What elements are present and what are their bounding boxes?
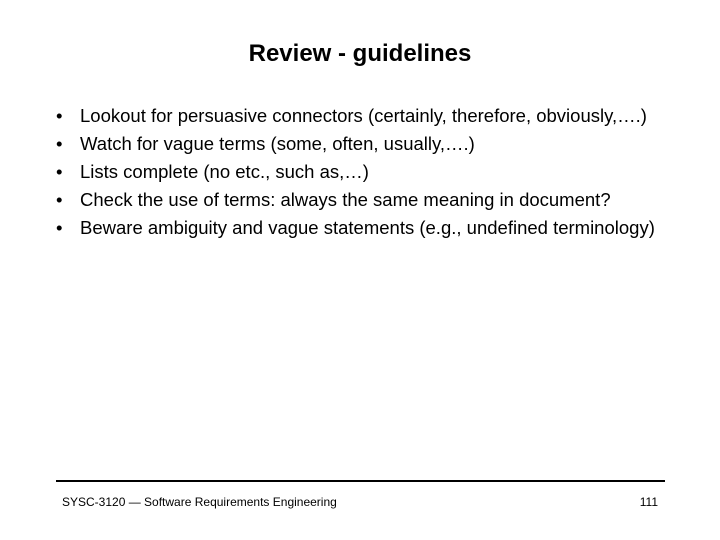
bullet-text: Lookout for persuasive connectors (certainly, therefore, obviously,….) bbox=[80, 105, 647, 126]
footer-page-number: 111 bbox=[639, 495, 658, 509]
bullet-item bbox=[56, 104, 676, 128]
bullet-item bbox=[56, 216, 676, 240]
bullet-text: Check the use of terms: always the same meaning in document? bbox=[80, 189, 611, 210]
bullet-dot-icon: • bbox=[56, 161, 63, 182]
bullet-item bbox=[56, 188, 676, 212]
slide-title: Review - guidelines bbox=[248, 40, 472, 67]
bullet-text: Beware ambiguity and vague statements (e.g., undefined terminology) bbox=[80, 217, 655, 238]
bullet-text: Watch for vague terms (some, often, usually,….) bbox=[80, 133, 475, 154]
footer-divider bbox=[56, 480, 665, 482]
footer-course-title: SYSC-3120 — Software Requirements Engineering bbox=[62, 495, 337, 509]
bullet-item bbox=[56, 132, 676, 156]
bullet-dot-icon: • bbox=[56, 105, 63, 126]
bullet-list bbox=[56, 104, 676, 244]
bullet-dot-icon: • bbox=[56, 217, 63, 238]
bullet-text: Lists complete (no etc., such as,…) bbox=[80, 161, 369, 182]
bullet-dot-icon: • bbox=[56, 133, 63, 154]
bullet-item bbox=[56, 160, 676, 184]
bullet-dot-icon: • bbox=[56, 189, 63, 210]
